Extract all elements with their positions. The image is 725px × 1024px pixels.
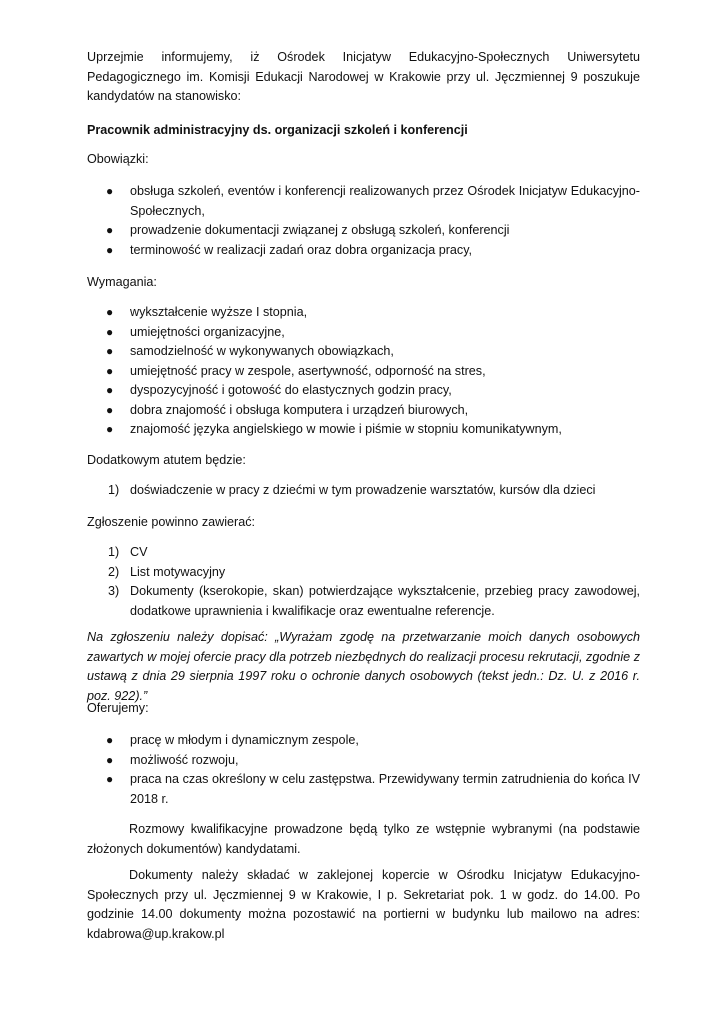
bullet-icon: ●: [106, 733, 114, 747]
list-item: ● wykształcenie wyższe I stopnia,: [87, 303, 640, 323]
list-item: 2) List motywacyjny: [87, 563, 640, 583]
advantage-label: Dodatkowym atutem będzie:: [87, 453, 246, 467]
bullet-icon: ●: [106, 305, 114, 319]
bullet-icon: ●: [106, 402, 114, 417]
bullet-icon: ●: [106, 223, 114, 237]
list-item: ● umiejętności organizacyjne,: [87, 323, 640, 343]
bullet-icon: ●: [106, 363, 114, 378]
list-item: ● obsługa szkoleń, eventów i konferencji realizowanych przez Ośrodek Inicjatyw Edukacyjno-Społecznych,: [106, 184, 640, 218]
position-title: Pracownik administracyjny ds. organizacji szkoleń i konferencji: [87, 123, 468, 137]
list-number: 2): [108, 564, 120, 579]
list-item: ● terminowość w realizacji zadań oraz dobra organizacja pracy,: [87, 241, 640, 261]
bullet-icon: ●: [106, 383, 114, 397]
list-item: ● samodzielność w wykonywanych obowiązkach,: [87, 342, 640, 362]
list-item: ● możliwość rozwoju,: [87, 751, 640, 771]
list-number: 3): [108, 584, 120, 598]
bullet-icon: ●: [106, 422, 114, 436]
submission-paragraph: Dokumenty należy składać w zaklejonej kopercie w Ośrodku Inicjatyw Edukacyjno-Społecznych przy ul. Jęczmiennej 9 w Krakowie, I p. Sekretariat pok. 1 w godz. do 14.00. Po godzinie 14.00 dokumenty można pozostawić na portierni w budynku lub mailowo na adres: kdabrowa@up.krakow.pl: [87, 868, 640, 941]
bullet-icon: ●: [106, 324, 114, 339]
list-item: 1) CV: [87, 543, 640, 563]
list-number: 1): [108, 483, 120, 497]
bullet-icon: ●: [106, 242, 114, 257]
list-item: ● znajomość języka angielskiego w mowie i piśmie w stopniu komunikatywnym,: [87, 420, 640, 440]
list-item: ● dobra znajomość i obsługa komputera i urządzeń biurowych,: [87, 401, 640, 421]
bullet-icon: ●: [106, 184, 114, 198]
offer-list: [87, 731, 640, 809]
list-item: ● prowadzenie dokumentacji związanej z obsługą szkoleń, konferencji: [87, 221, 640, 241]
requirements-label: Wymagania:: [87, 275, 157, 289]
advantage-list: [87, 481, 640, 501]
list-item: ● praca na czas określony w celu zastępstwa. Przewidywany termin zatrudnienia do końca IV 2018 r.: [106, 772, 640, 806]
application-label: Zgłoszenie powinno zawierać:: [87, 515, 256, 529]
intro-paragraph: Uprzejmie informujemy, iż Ośrodek Inicjatyw Edukacyjno-Społecznych Uniwersytetu Pedagogicznego im. Komisji Edukacji Narodowej w Krakowie przy ul. Jęczmiennej 9 poszukuje kandydatów na stanowisko:: [87, 50, 640, 103]
bullet-icon: ●: [106, 772, 114, 786]
application-list: [87, 543, 640, 621]
list-number: 1): [108, 545, 120, 559]
list-item: ● pracę w młodym i dynamicznym zespole,: [87, 731, 640, 751]
list-item: ● umiejętność pracy w zespole, asertywność, odporność na stres,: [87, 362, 640, 382]
list-item: 3) Dokumenty (kserokopie, skan) potwierdzające wykształcenie, przebieg pracy zawodowej, dodatkowe uprawnienia i kwalifikacje oraz ewentualne referencje.: [108, 584, 640, 618]
duties-list: [87, 182, 640, 260]
interviews-paragraph: Rozmowy kwalifikacyjne prowadzone będą tylko ze wstępnie wybranymi (na podstawie złożonych dokumentów) kandydatami.: [87, 822, 640, 856]
list-item: ● dyspozycyjność i gotowość do elastycznych godzin pracy,: [87, 381, 640, 401]
consent-clause: Na zgłoszeniu należy dopisać: „Wyrażam zgodę na przetwarzanie moich danych osobowych zawartych w mojej ofercie pracy dla potrzeb niezbędnych do realizacji procesu rekrutacji, zgodnie z ustawą z dnia 29 sierpnia 1997 roku o ochronie danych osobowych (tekst jedn.: Dz. U. z 2016 r. poz. 922).”: [87, 630, 640, 703]
bullet-icon: ●: [106, 752, 114, 767]
list-item: 1) doświadczenie w pracy z dziećmi w tym prowadzenie warsztatów, kursów dla dzieci: [87, 481, 640, 501]
requirements-list: [87, 303, 640, 440]
bullet-icon: ●: [106, 344, 114, 358]
offer-label: Oferujemy:: [87, 701, 149, 715]
duties-label: Obowiązki:: [87, 152, 149, 166]
